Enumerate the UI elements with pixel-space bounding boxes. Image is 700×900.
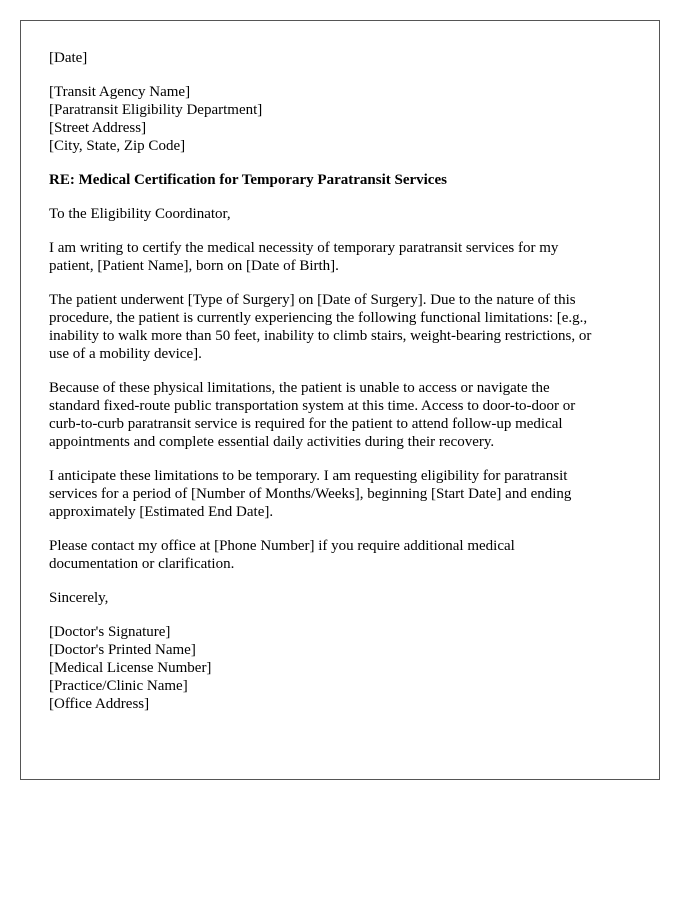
paragraph-access xyxy=(49,379,649,451)
text-line: approximately [Estimated End Date]. xyxy=(49,504,274,520)
text-line: Because of these physical limitations, the patient is unable to access or navigate the xyxy=(49,380,550,396)
text-line: standard fixed-route public transportation system at this time. Access to door-to-door or xyxy=(49,398,576,414)
text-line: inability to walk more than 50 feet, inability to climb stairs, weight-bearing restrictions, or xyxy=(49,328,592,344)
text-line: The patient underwent [Type of Surgery] on [Date of Surgery]. Due to the nature of this xyxy=(49,292,576,308)
text-line: I anticipate these limitations to be temporary. I am requesting eligibility for paratransit xyxy=(49,468,568,484)
paragraph-contact xyxy=(49,537,649,573)
recipient-line: [City, State, Zip Code] xyxy=(49,138,186,154)
letter-date: [Date] xyxy=(49,50,88,66)
text-line: Please contact my office at [Phone Number] if you require additional medical xyxy=(49,538,515,554)
text-line: documentation or clarification. xyxy=(49,556,235,572)
closing: Sincerely, xyxy=(49,590,109,606)
recipient-line: [Paratransit Eligibility Department] xyxy=(49,102,263,118)
signature-line: [Office Address] xyxy=(49,696,150,712)
recipient-line: [Transit Agency Name] xyxy=(49,84,191,100)
text-line: services for a period of [Number of Months/Weeks], beginning [Start Date] and ending xyxy=(49,486,572,502)
subject-line: RE: Medical Certification for Temporary Paratransit Services xyxy=(49,172,447,188)
signature-block xyxy=(49,623,649,713)
text-line: curb-to-curb paratransit service is required for the patient to attend follow-up medical xyxy=(49,416,563,432)
signature-line: [Practice/Clinic Name] xyxy=(49,678,188,694)
text-line: procedure, the patient is currently experiencing the following functional limitations: [e.g., xyxy=(49,310,588,326)
signature-line: [Medical License Number] xyxy=(49,660,212,676)
signature-line: [Doctor's Signature] xyxy=(49,624,171,640)
text-line: I am writing to certify the medical necessity of temporary paratransit services for my xyxy=(49,240,559,256)
paragraph-certification xyxy=(49,239,649,275)
text-line: use of a mobility device]. xyxy=(49,346,202,362)
signature-line: [Doctor's Printed Name] xyxy=(49,642,196,658)
paragraph-limitations xyxy=(49,291,649,363)
text-line: patient, [Patient Name], born on [Date of Birth]. xyxy=(49,258,339,274)
salutation: To the Eligibility Coordinator, xyxy=(49,206,231,222)
text-line: appointments and complete essential daily activities during their recovery. xyxy=(49,434,495,450)
recipient-address xyxy=(49,83,649,155)
letter-page xyxy=(20,20,660,780)
letter-body xyxy=(49,49,649,729)
recipient-line: [Street Address] xyxy=(49,120,147,136)
paragraph-duration xyxy=(49,467,649,521)
